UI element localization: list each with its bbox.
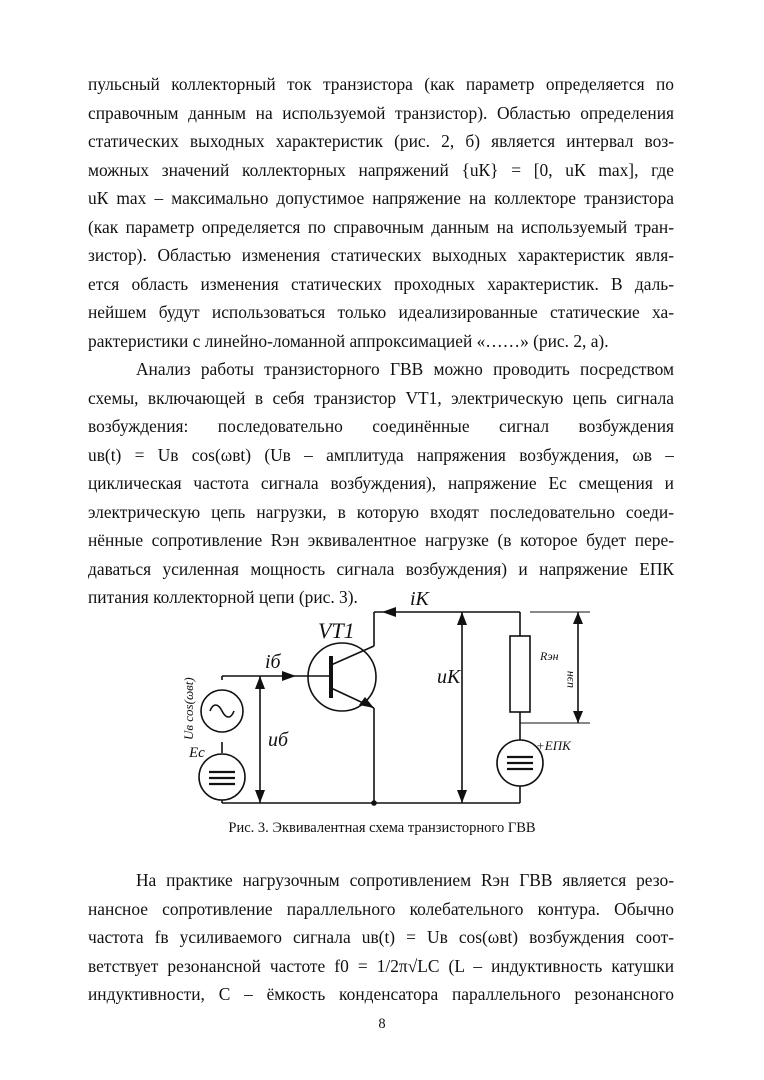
load-resistor (510, 636, 530, 712)
text-line: пульсный коллекторный ток транзистора (как параметр определяется по (88, 74, 674, 94)
page-number: 8 (378, 1016, 386, 1032)
ec-label: Eс (189, 745, 205, 761)
text-line: даваться усиленная мощность сигнала возбуждения) и напряжение EПК (88, 558, 674, 579)
text-line: На практике нагрузочным сопротивлением Rэн ГВВ является резо- (136, 870, 674, 890)
text-line: (как параметр определяется по справочным данным на используемый тран- (88, 216, 674, 237)
text-line: электрическую цепь нагрузки, в которую входят последовательно соеди- (88, 501, 674, 522)
ib-label: iб (265, 651, 281, 673)
paragraph-2 (88, 355, 674, 612)
text-line: uв(t) = Uв cos(ωвt) (Uв – амплитуда напряжения возбуждения, ωв – (88, 444, 674, 465)
sine-wave-icon (210, 705, 234, 717)
source-label: Uв cos(ωвt) (181, 677, 196, 740)
paragraph-1 (88, 70, 674, 355)
text-line: Анализ работы транзисторного ГВВ можно проводить посредством (136, 359, 674, 379)
text-line: ветствует резонансной частоте f0 = 1/2π√LC (L – индуктивность катушки (88, 955, 674, 976)
text-line: зистор). Областью изменения статических выходных характеристик явля- (88, 245, 674, 265)
epk-label: +EПК (536, 738, 571, 753)
text-line: индуктивности, C – ёмкость конденсатора параллельного резонансного (88, 984, 674, 1004)
text-line: uК max – максимально допустимое напряжение на коллекторе транзистора (88, 188, 674, 208)
junction-dot (371, 800, 377, 806)
arrowhead-icon (573, 612, 583, 624)
arrowhead-icon (457, 612, 467, 625)
text-line: схемы, включающей в себя транзистор VT1, электрическую цепь сигнала (88, 387, 674, 408)
text-line: рактеристики с линейно-ломанной аппроксимацией «……» (рис. 2, а). (88, 330, 609, 351)
text-line: нейшем будут использоваться только идеализированные статические ха- (88, 302, 674, 322)
ik-arrow-icon (382, 607, 396, 617)
arrowhead-icon (457, 790, 467, 803)
text-line: справочным данным на используемой транзистор). Областью определения (88, 102, 674, 123)
ren-label: Rэн (540, 649, 559, 663)
text-line: нансное сопротивление параллельного колебательного контура. Обычно (88, 898, 674, 919)
uk-label: uК (437, 666, 461, 688)
text-line: ется область изменения статических проходных характеристик. В даль- (88, 273, 674, 294)
text-line: циклическая частота сигнала возбуждения), напряжение Eс смещения и (88, 473, 674, 493)
arrowhead-icon (573, 711, 583, 723)
arrowhead-icon (255, 790, 265, 803)
text-line: статических выходных характеристик (рис. 2, б) является интервал воз- (88, 131, 674, 151)
ik-label: iК (410, 590, 429, 610)
uen-label: uэн (562, 670, 576, 688)
arrowhead-icon (255, 676, 265, 689)
transistor-label: VT1 (318, 618, 355, 643)
text-line: можных значений коллекторных напряжений {uК} = [0, uК max], где (88, 159, 674, 180)
figure-caption: Рис. 3. Эквивалентная схема транзисторного ГВВ (228, 820, 536, 836)
text-line: частота fв усиливаемого сигнала uв(t) = Uв cos(ωвt) возбуждения соот- (88, 927, 674, 947)
text-line: возбуждения: последовательно соединённые сигнал возбуждения (88, 416, 674, 436)
ub-label: uб (268, 729, 289, 751)
text-line: питания коллекторной цепи (рис. 3). (88, 587, 358, 607)
ib-arrow-icon (282, 671, 296, 681)
emitter-arrow-icon (359, 697, 374, 708)
paragraph-3 (88, 866, 674, 1009)
equivalent-circuit-figure (0, 590, 764, 820)
text-line: нённые сопротивление Rэн эквивалентное нагрузке (в которое будет пере- (88, 530, 674, 550)
